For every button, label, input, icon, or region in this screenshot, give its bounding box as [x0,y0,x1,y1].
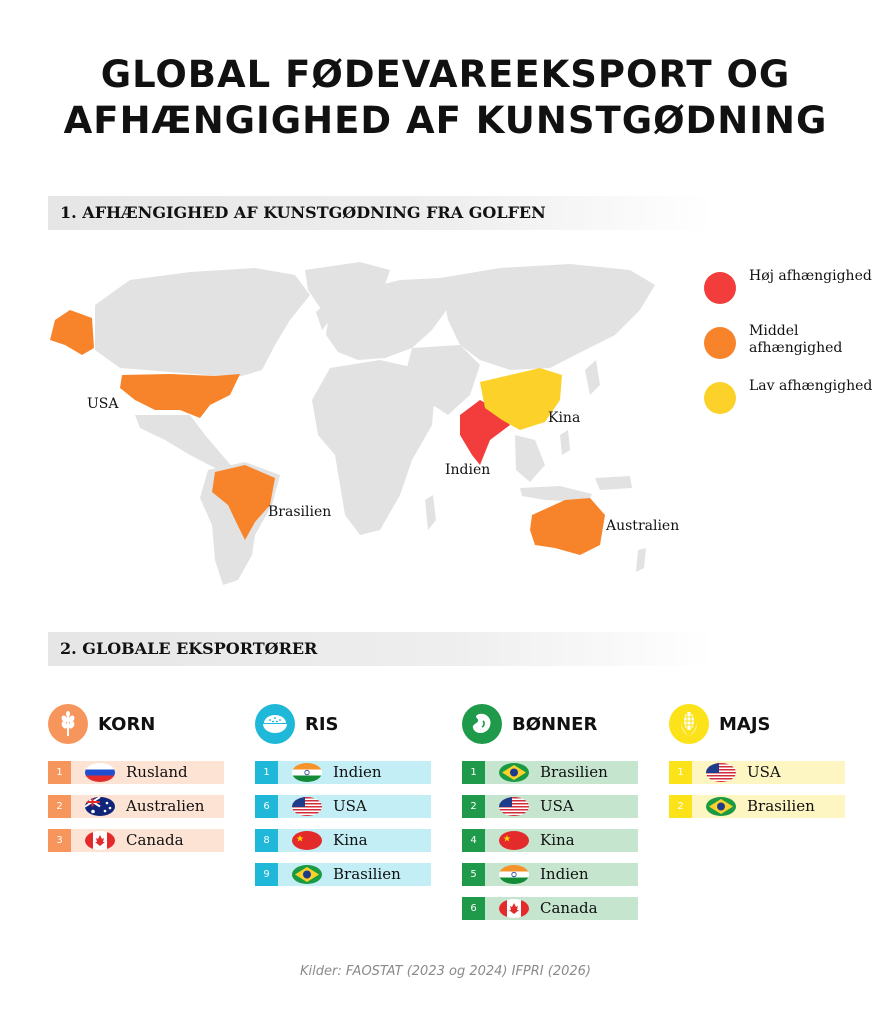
brazil-flag-icon [499,763,529,782]
canada-flag-icon [85,831,115,850]
page-title-line-1: GLOBAL FØDEVAREEKSPORT OG [100,53,791,96]
rank-badge: 9 [255,863,278,886]
table-row [48,761,224,784]
country-name: Kina [333,831,368,849]
rank-badge: 2 [669,795,692,818]
section-1-heading: 1. AFHÆNGIGHED AF KUNSTGØDNING FRA GOLFEN [60,203,546,222]
country-name: Canada [540,899,598,917]
legend-medium-swatch [704,327,736,359]
table-row [48,829,224,852]
rank-badge: 6 [255,795,278,818]
column-title-bonner: BØNNER [512,714,598,735]
map-region-alaska [50,310,94,355]
usa-flag-icon [292,797,322,816]
exporter-column-majs [669,704,847,815]
wheat-icon [48,704,88,744]
brazil-flag-icon [292,865,322,884]
exporter-column-bonner [462,704,640,917]
country-name: Indien [333,763,382,781]
map-region-usa [120,374,240,418]
country-name: USA [747,763,781,781]
country-name: Brasilien [747,797,815,815]
rank-badge: 2 [48,795,71,818]
legend-low-swatch [704,382,736,414]
brazil-flag-icon [706,797,736,816]
table-row [669,795,845,818]
section-1-header [48,196,713,230]
india-flag-icon [292,763,322,782]
china-flag-icon [292,831,322,850]
source-note: Kilder: FAOSTAT (2023 og 2024) IFPRI (2026) [299,964,591,979]
table-row [255,863,431,886]
rank-badge: 4 [462,829,485,852]
table-row [462,795,638,818]
rank-badge: 6 [462,897,485,920]
india-flag-icon [499,865,529,884]
country-name: Rusland [126,763,188,781]
table-row [462,829,638,852]
map-label-australia: Australien [606,518,680,534]
column-title-korn: KORN [98,714,156,735]
exporter-column-ris [255,704,433,883]
table-row [255,795,431,818]
rank-badge: 8 [255,829,278,852]
table-row [462,863,638,886]
legend-high-label: Høj afhængighed [749,268,872,284]
country-name: Kina [540,831,575,849]
legend-low-label: Lav afhængighed [749,378,873,394]
page-title-line-2: AFHÆNGIGHED AF KUNSTGØDNING [63,99,828,142]
table-row [48,795,224,818]
table-row [669,761,845,784]
rank-badge: 1 [255,761,278,784]
map-region-australia [530,498,605,555]
table-row [462,897,638,920]
canada-flag-icon [499,899,529,918]
rank-badge: 1 [48,761,71,784]
map-label-usa: USA [87,396,119,412]
rank-badge: 2 [462,795,485,818]
rank-badge: 1 [669,761,692,784]
map-label-china: Kina [548,410,581,426]
country-name: Brasilien [540,763,608,781]
column-title-ris: RIS [305,714,339,735]
corn-icon [669,704,709,744]
country-name: Canada [126,831,184,849]
country-name: USA [540,797,574,815]
russia-flag-icon [85,763,115,782]
section-2-heading: 2. GLOBALE EKSPORTØRER [60,639,318,658]
country-name: Brasilien [333,865,401,883]
rank-badge: 3 [48,829,71,852]
australia-flag-icon [85,797,115,816]
exporter-column-korn [48,704,226,849]
legend-high-swatch [704,272,736,304]
table-row [462,761,638,784]
legend-medium-label: Middel afhængighed [749,323,843,356]
page-title [0,52,891,144]
usa-flag-icon [499,797,529,816]
column-title-majs: MAJS [719,714,771,735]
usa-flag-icon [706,763,736,782]
china-flag-icon [499,831,529,850]
rank-badge: 5 [462,863,485,886]
table-row [255,829,431,852]
country-name: Australien [126,797,205,815]
section-2-header [48,632,713,666]
rice-bowl-icon [255,704,295,744]
map-label-india: Indien [445,462,491,478]
table-row [255,761,431,784]
country-name: Indien [540,865,589,883]
map-label-brazil: Brasilien [268,504,332,520]
bean-icon [462,704,502,744]
rank-badge: 1 [462,761,485,784]
country-name: USA [333,797,367,815]
